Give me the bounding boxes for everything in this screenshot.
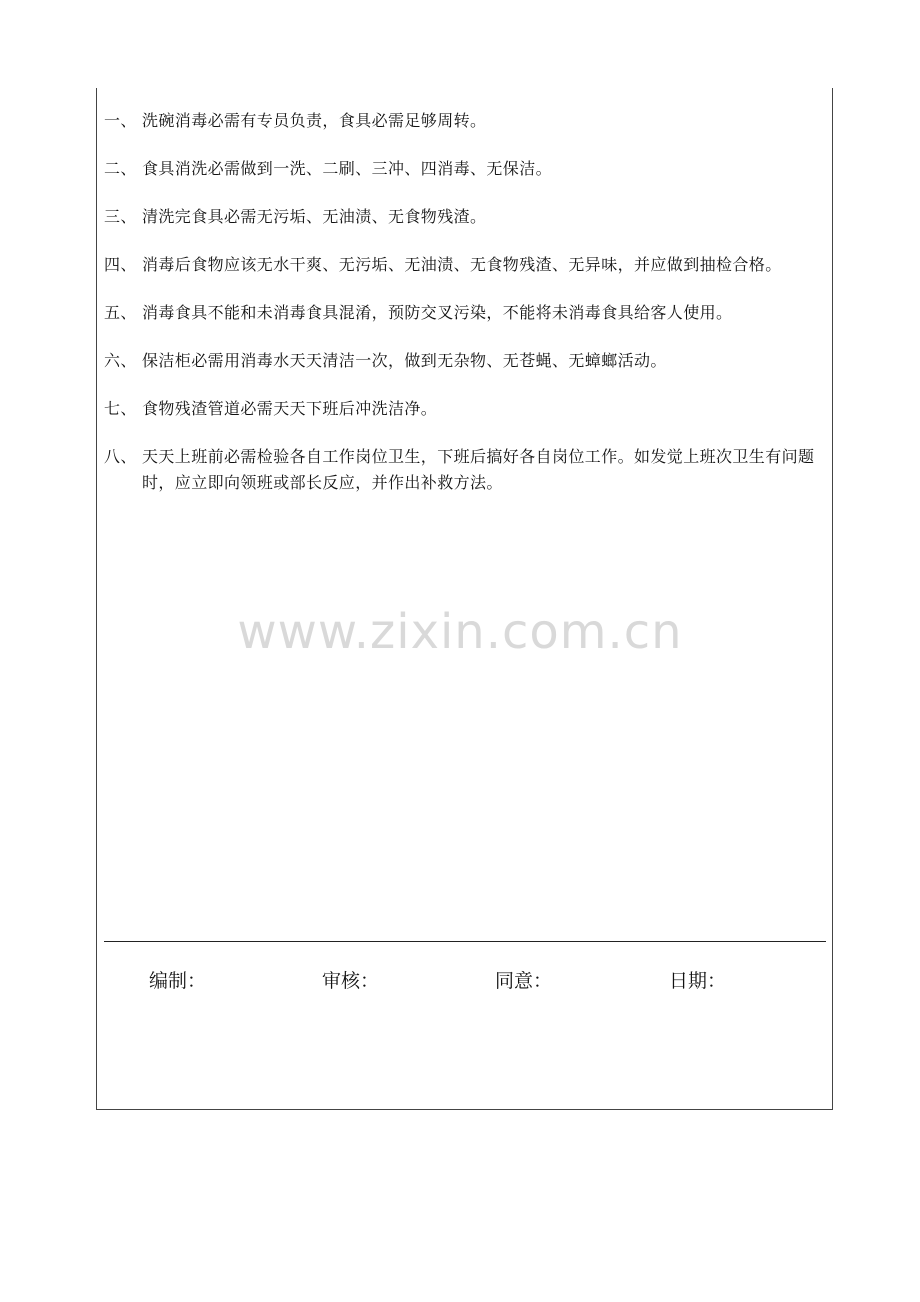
rule-number: 一、: [104, 111, 137, 130]
rule-text: 消毒后食物应该无水干爽、无污垢、无油渍、无食物残渣、无异味，并应做到抽检合格。: [142, 255, 782, 274]
rule-number: 六、: [104, 351, 137, 370]
rule-item: [104, 348, 828, 374]
rule-item: [104, 156, 828, 182]
rule-item: [104, 396, 828, 422]
reviewed-by-label: 审核：: [322, 970, 380, 992]
signature-divider: [104, 941, 826, 942]
rule-text: 消毒食具不能和未消毒食具混淆，预防交叉污染，不能将未消毒食具给客人使用。: [142, 303, 733, 322]
rule-text: 食物残渣管道必需天天下班后冲洗洁净。: [142, 399, 438, 418]
rule-item: [104, 300, 828, 326]
rule-number: 八、: [104, 447, 137, 466]
watermark: www.zixin.com.cn: [237, 604, 683, 660]
rule-item: [104, 252, 828, 278]
compiled-by-label: 编制：: [149, 970, 207, 992]
rule-text: 食具消洗必需做到一洗、二刷、三冲、四消毒、无保洁。: [142, 159, 553, 178]
rule-text: 洗碗消毒必需有专员负责，食具必需足够周转。: [142, 111, 487, 130]
rule-item: [104, 444, 828, 496]
rule-number: 四、: [104, 255, 137, 274]
date-label: 日期：: [669, 970, 727, 992]
rules-list: [104, 108, 828, 518]
rule-number: 五、: [104, 303, 137, 322]
rule-text: 保洁柜必需用消毒水天天清洁一次，做到无杂物、无苍蝇、无蟑螂活动。: [142, 351, 667, 370]
approved-by-label: 同意：: [495, 970, 553, 992]
rule-text: 天天上班前必需检验各自工作岗位卫生，下班后搞好各自岗位工作。如发觉上班次卫生有问题时，应立即向领班或部长反应，并作出补救方法。: [142, 447, 815, 492]
rule-item: [104, 204, 828, 230]
rule-text: 清洗完食具必需无污垢、无油渍、无食物残渣。: [142, 207, 487, 226]
rule-number: 二、: [104, 159, 137, 178]
rule-number: 七、: [104, 399, 137, 418]
rule-number: 三、: [104, 207, 137, 226]
rule-item: [104, 108, 828, 134]
